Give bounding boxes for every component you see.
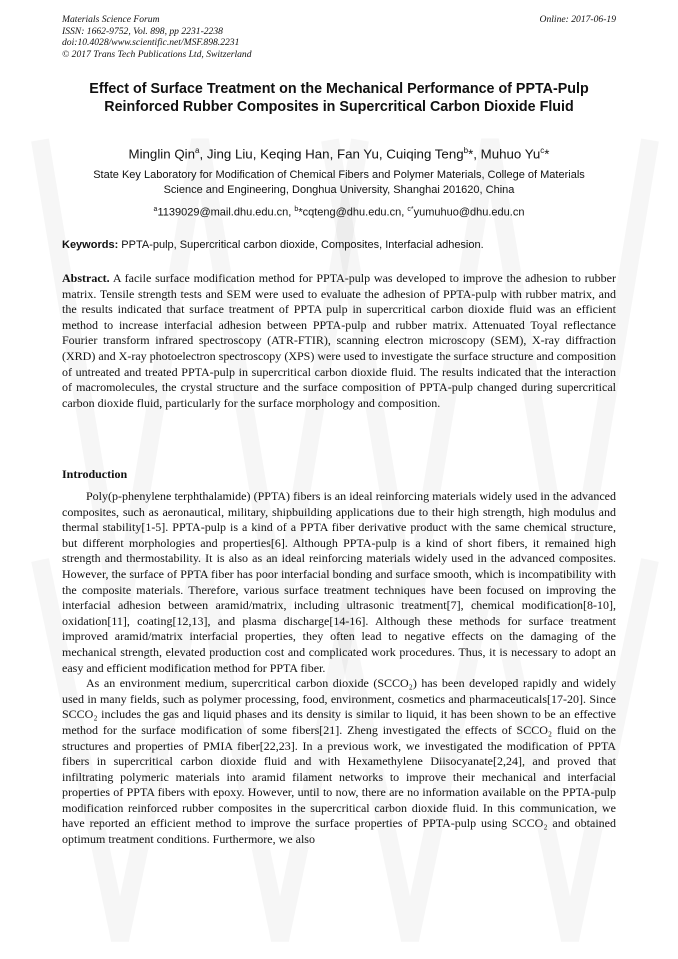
issn-line: ISSN: 1662-9752, Vol. 898, pp 2231-2238 bbox=[62, 25, 223, 37]
author-names: , Jing Liu, Keqing Han, Fan Yu, Cuiqing Teng bbox=[199, 146, 464, 162]
author-name: Minglin Qin bbox=[128, 146, 196, 162]
doi-line: doi:10.4028/www.scientific.net/MSF.898.2231 bbox=[62, 37, 240, 49]
author-superscript: c bbox=[540, 146, 545, 155]
paper-title: Effect of Surface Treatment on the Mechanical Performance of PPTA-Pulp Reinforced Rubber Composites in Supercritical Carbon Dioxide Fluid bbox=[89, 81, 589, 115]
section-heading-introduction: Introduction bbox=[62, 467, 128, 481]
keywords-text: PPTA-pulp, Supercritical carbon dioxide, Composites, Interfacial adhesion. bbox=[118, 239, 484, 251]
author-list bbox=[62, 143, 616, 162]
author-emails bbox=[62, 203, 616, 220]
email-superscript: b bbox=[294, 206, 299, 213]
abstract bbox=[62, 271, 616, 411]
email-address: yumuhuo@dhu.edu.cn bbox=[413, 206, 525, 219]
corresponding-mark: * bbox=[544, 146, 550, 162]
email-address: 1139029@mail.dhu.edu.cn, bbox=[157, 206, 295, 219]
abstract-label: Abstract. bbox=[62, 271, 110, 285]
affiliation: State Key Laboratory for Modification of Chemical Fibers and Polymer Materials, College of Materials Science and Engineering, Donghua University, Shanghai 201620, China bbox=[93, 169, 585, 196]
email-superscript: a bbox=[153, 206, 158, 213]
author-superscript: a bbox=[195, 146, 200, 155]
author-superscript: b bbox=[463, 146, 469, 155]
email-superscript: c* bbox=[407, 206, 414, 213]
journal-header bbox=[62, 14, 252, 60]
email-address: *cqteng@dhu.edu.cn, bbox=[298, 206, 408, 219]
abstract-text: A facile surface modification method for PPTA-pulp was developed to improve the adhesion to rubber matrix. Tensile strength tests and SEM were used to evaluate the adhesion of PPTA-pulp with rubber matrix, and the results indicated that surface treatment of PPTA pulp in supercritical carbon dioxide fluid was an efficient method to increase interfacial adhesion between PPTA-pulp and rubber matrix. Attenuated Toyal reflectance Fourier transform infrared spectroscopy (ATR-FTIR), scanning electron microscopy (SEM), X-ray diffraction (XRD) and X-ray photoelectron spectroscopy (XPS) were used to investigate the surface structure and composition of untreated and treated PPTA-pulp in supercritical carbon dioxide fluid. The results indicated that the interaction of macromolecules, the crystal structure and the surface composition of PPTA-pulp changed during supercritical carbon dioxide fluid, particularly for the surface morphology and composition. bbox=[62, 271, 616, 410]
author-names: *, Muhuo Yu bbox=[468, 146, 541, 162]
keywords bbox=[62, 238, 616, 252]
online-date: Online: 2017-06-19 bbox=[539, 14, 616, 25]
journal-name: Materials Science Forum bbox=[62, 14, 160, 25]
copyright-line: © 2017 Trans Tech Publications Ltd, Switzerland bbox=[62, 48, 252, 60]
body-paragraph: As an environment medium, supercritical carbon dioxide (SCCO₂) has been developed rapidly and widely used in many fields, such as polymer processing, food, environment, cosmetics and pharmaceuticals[17-20]. Since SCCO₂ includes the gas and liquid phases and its density is similar to liquid, it has been shown to be an effective method for the surface modification of some fibers[21]. Zheng investigated the effects of SCCO₂ fluid on the structures and properties of PMIA fiber[22,23]. In a previous work, we investigated the modification of PPTA fibers in supercritical carbon dioxide fluid and with Hexamethylene Diisocyanate[2,24], and proved that infiltrating polymeric materials into aramid filament networks to improve their mechanical and interfacial properties of PPTA fibers with epoxy. However, until to now, there are no information available on the PPTA-pulp modification reinforced rubber composites in the supercritical carbon dioxide fluid. In this communication, we have reported an efficient method to improve the surface properties of PPTA-pulp using SCCO₂ and obtained optimum treatment conditions. Furthermore, we also bbox=[62, 676, 616, 847]
body-paragraph: Poly(p-phenylene terphthalamide) (PPTA) fibers is an ideal reinforcing materials widely used in the advanced composites, such as aeronautical, military, shipbuilding applications due to their high strength, high modulus and thermal stability[1-5]. PPTA-pulp is a kind of a PPTA fiber derivative product with the same chemical structure, but different morphologies and properties[6]. Although PPTA-pulp is a kind of short fibers, it remained high strength and thermostability. It is also as an ideal reinforcing materials widely used in the advanced composites. However, the surface of PPTA fiber has poor interfacial bonding and surface smooth, which is incompatibility with the composite materials. Therefore, various surface treatment techniques have been focused on improving the interfacial adhesion between aramid/matrix, including ultrasonic treatment[7], chemical modification[8-10], oxidation[11], coating[12,13], and plasma discharge[14-16]. Although these methods for surface treatment improved aramid/matrix interfacial properties, they often lead to negative effects on the damaging of the mechanical strength, elevated production cost and complicated work procedures. Thus, it is necessary to adopt an easy and efficient modification method for PPTA fiber. bbox=[62, 489, 616, 675]
keywords-label: Keywords: bbox=[62, 239, 119, 251]
introduction-body bbox=[62, 489, 616, 848]
